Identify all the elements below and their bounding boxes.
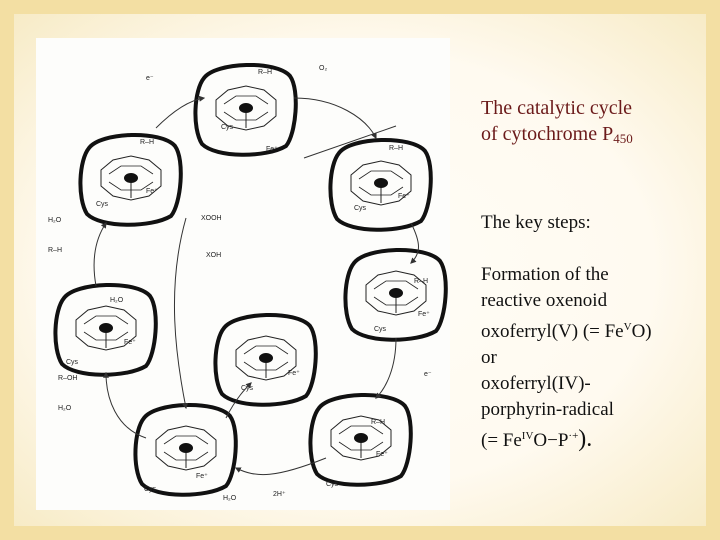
steps-line-3-sup: V [623,321,632,333]
state-reduced [80,135,180,225]
title-line-1: The catalytic cycle [481,97,633,119]
label-cys-d: Cys [326,481,339,488]
steps-line-7-post: ). [578,426,593,452]
cycle-figure [36,38,450,510]
label-roh: R–OH [58,375,78,382]
label-fe-b: Fe⁺ [398,193,410,200]
label-fe-h: Fe⁺ [146,188,158,195]
steps-spacer [481,236,706,262]
arrow-step-3 [411,223,419,263]
label-fe-g: Fe⁺ [124,339,136,346]
title-line-2-text: of cytochrome P [481,123,614,145]
label-fe-c: Fe⁺ [418,311,430,318]
state-peroxo [345,250,445,340]
steps-line-7-sup: IV [521,430,534,442]
label-rh-ul: R–H [140,139,155,146]
label-cys-g: Cys [66,359,79,366]
label-rh-top: R–H [258,69,273,76]
label-o2: O₂ [319,65,328,72]
label-h2o-left: H₂O [110,297,124,304]
key-steps [481,210,706,454]
steps-line-6: porphyrin-radical [481,399,614,420]
arrow-shunt [174,218,186,408]
state-resting-heme [195,65,295,155]
label-e2: e⁻ [424,371,432,378]
steps-line-5: oxoferryl(IV)- [481,373,591,394]
label-fe-d: Fe⁺ [376,451,388,458]
state-oxoferryl [135,405,235,495]
label-cys-a: Cys [221,124,234,131]
state-substrate-bound [330,140,430,230]
label-2h-plus: 2H⁺ [273,491,286,498]
label-h2o-ll: H₂O [58,405,72,412]
steps-line-7-pre: (= Fe [481,430,522,451]
label-h2o-ul: H₂O [48,217,62,224]
divider-line [304,126,396,158]
steps-line-2: reactive oxenoid [481,290,608,311]
label-e1: e⁻ [146,75,154,82]
steps-line-1: Formation of the [481,264,609,285]
steps-line-3 [481,314,706,345]
label-rh-right: R–H [389,145,404,152]
label-xooh: XOOH [201,215,222,222]
label-cys-b: Cys [354,205,367,212]
label-cys-c: Cys [374,326,387,333]
label-fe-e: Fe⁺ [196,473,208,480]
title-line-2-sub: 450 [613,131,633,146]
label-cys-e: Cys [144,486,157,493]
steps-line-4: or [481,347,497,368]
catalytic-cycle-diagram [36,38,450,510]
label-rh-far-left: R–H [48,247,63,254]
label-cys-h: Cys [96,201,109,208]
steps-line-7-sup2: ·+ [568,430,579,442]
arrow-step-4 [376,338,396,398]
arrow-o2-binding [294,98,376,138]
state-hydroperoxo [310,395,410,485]
title-line-2 [481,121,706,152]
steps-line-3-pre: oxoferryl(V) (= Fe [481,321,624,342]
label-xoh: XOH [206,252,222,259]
steps-line-7-mid: O−P [533,430,569,451]
label-h2o-bottom: H₂O [223,495,237,502]
steps-line-3-post: O) [631,321,652,342]
state-compound-i [215,315,315,405]
steps-heading: The key steps: [481,212,591,233]
label-rh-right2: R–H [414,278,429,285]
arrow-step-7 [94,223,106,286]
steps-line-7 [481,423,706,454]
label-fe-a: Fe⁺ [266,146,278,153]
slide-title [481,95,706,152]
label-cys-f: Cys [241,385,254,392]
label-fe-f: Fe⁺ [288,370,300,377]
label-rh-lr: R–H [371,419,386,426]
